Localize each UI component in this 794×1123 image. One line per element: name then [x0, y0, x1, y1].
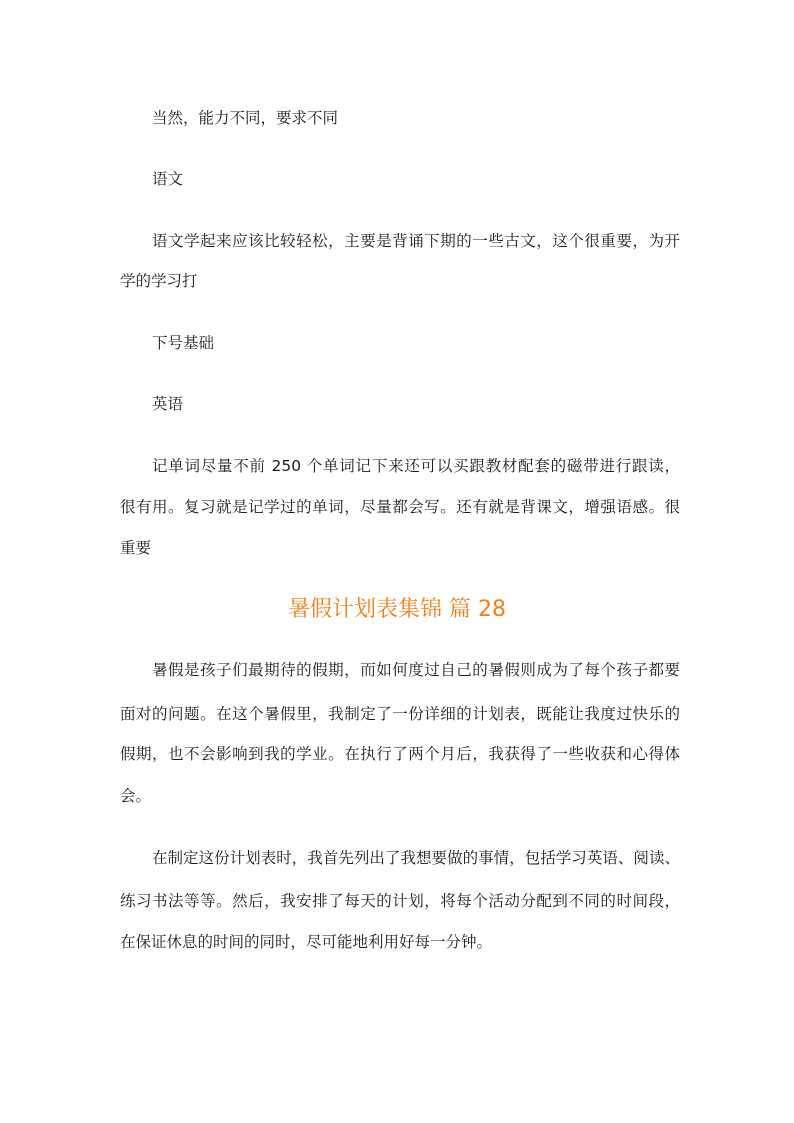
paragraph-chinese-line-1: 语文学起来应该比较轻松，主要是背诵下期的一些古文，这个很重要，为开: [152, 232, 680, 250]
paragraph-plan-line-1: 在制定这份计划表时，我首先列出了我想要做的事情，包括学习英语、阅读、: [152, 849, 680, 867]
paragraph-chinese-heading: 语文: [152, 170, 184, 188]
paragraph-chinese-line-2: 学的学习打: [120, 272, 198, 290]
paragraph-english-line-1: 记单词尽量不前 250 个单词记下来还可以买跟教材配套的磁带进行跟读，: [152, 457, 680, 475]
paragraph-plan-line-2: 练习书法等等。然后，我安排了每天的计划，将每个活动分配到不同的时间段，: [120, 892, 680, 910]
paragraph-foundation: 下号基础: [152, 334, 215, 352]
paragraph-summer-line-4: 会。: [120, 787, 152, 805]
section-heading: 暑假计划表集锦 篇 28: [288, 597, 506, 622]
paragraph-english-line-3: 重要: [120, 539, 152, 557]
paragraph-summer-line-1: 暑假是孩子们最期待的假期，而如何度过自己的暑假则成为了每个孩子都要: [152, 661, 680, 679]
paragraph-plan-line-3: 在保证休息的时间的同时，尽可能地利用好每一分钟。: [120, 933, 493, 951]
paragraph-ability: 当然，能力不同，要求不同: [152, 109, 339, 127]
paragraph-english-heading: 英语: [152, 395, 184, 413]
paragraph-summer-line-2: 面对的问题。在这个暑假里，我制定了一份详细的计划表，既能让我度过快乐的: [120, 705, 680, 723]
paragraph-english-line-2: 很有用。复习就是记学过的单词，尽量都会写。还有就是背课文，增强语感。很: [120, 498, 680, 516]
paragraph-summer-line-3: 假期，也不会影响到我的学业。在执行了两个月后，我获得了一些收获和心得体: [120, 745, 680, 763]
